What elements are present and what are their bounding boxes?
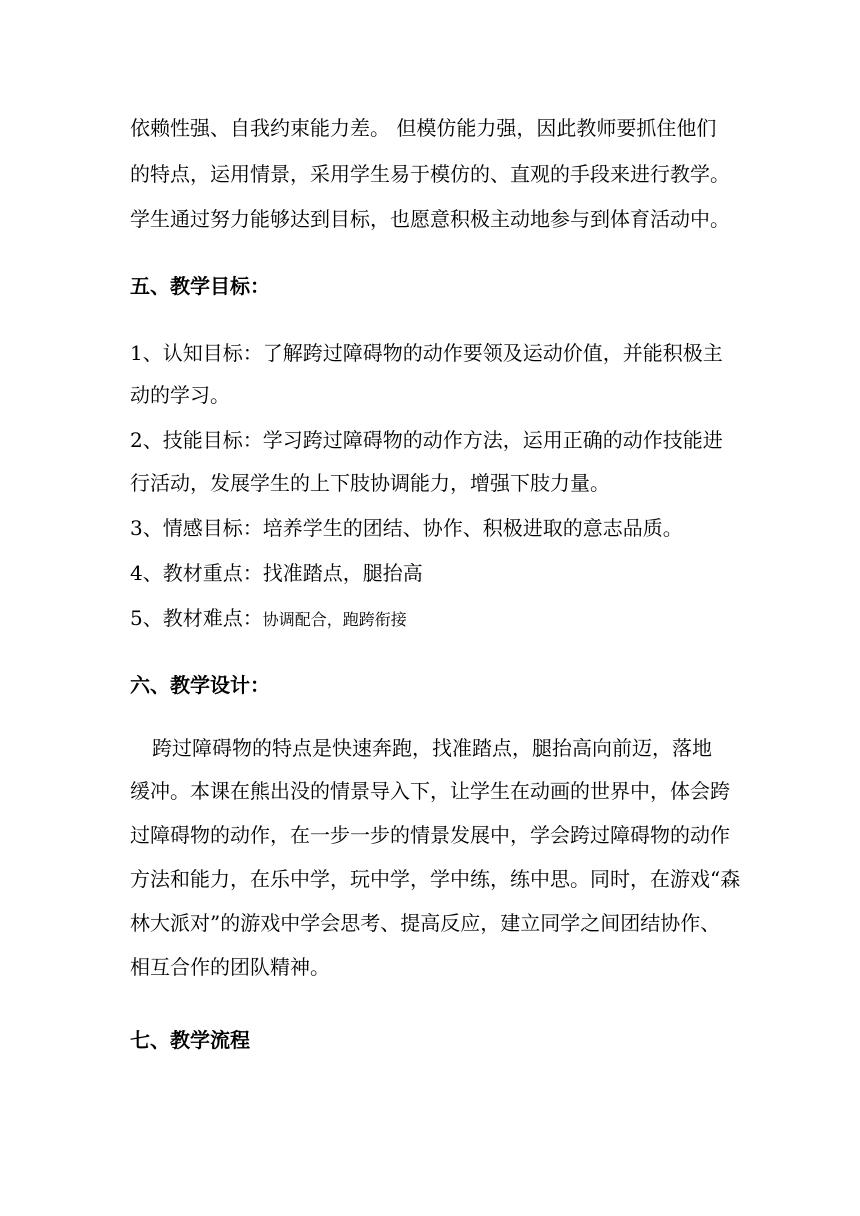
objective-2-line-1: 2、技能目标：学习跨过障碍物的动作方法，运用正确的动作技能进 — [130, 428, 723, 452]
design-line-3: 过障碍物的动作，在一步一步的情景发展中，学会跨过障碍物的动作 — [130, 823, 730, 847]
design-line-4: 方法和能力，在乐中学，玩中学，学中练，练中思。同时，在游戏“森 — [130, 867, 741, 891]
intro-line-2: 的特点，运用情景，采用学生易于模仿的、直观的手段来进行教学。 — [130, 162, 730, 186]
objective-3: 3、情感目标：培养学生的团结、协作、积极进取的意志品质。 — [130, 516, 683, 540]
objective-5-text: 协调配合，跑跨衔接 — [262, 610, 407, 629]
section-7-heading: 七、教学流程 — [130, 1028, 250, 1052]
objective-5 — [130, 603, 740, 635]
objective-5-label: 5、教材难点： — [130, 606, 263, 630]
objective-1-line-1: 1、认知目标：了解跨过障碍物的动作要领及运动价值，并能积极主 — [130, 341, 723, 365]
design-line-2: 缓冲。本课在熊出没的情景导入下，让学生在动画的世界中，体会跨 — [130, 779, 730, 803]
design-line-6: 相互合作的团队精神。 — [130, 955, 330, 979]
section-5-heading: 五、教学目标： — [130, 274, 270, 298]
intro-line-3: 学生通过努力能够达到目标，也愿意积极主动地参与到体育活动中。 — [130, 207, 730, 231]
section-6-heading: 六、教学设计： — [130, 673, 270, 697]
design-line-5: 林大派对”的游戏中学会思考、提高反应，建立同学之间团结协作、 — [130, 911, 721, 935]
objective-2-line-2: 行活动，发展学生的上下肢协调能力，增强下肢力量。 — [130, 471, 610, 495]
objective-4: 4、教材重点：找准踏点，腿抬高 — [130, 561, 423, 585]
intro-line-1: 依赖性强、自我约束能力差。 但模仿能力强，因此教师要抓住他们 — [130, 116, 717, 140]
design-line-1: 跨过障碍物的特点是快速奔跑，找准踏点，腿抬高向前迈，落地 — [152, 736, 712, 760]
objective-1-line-2: 动的学习。 — [130, 383, 230, 407]
